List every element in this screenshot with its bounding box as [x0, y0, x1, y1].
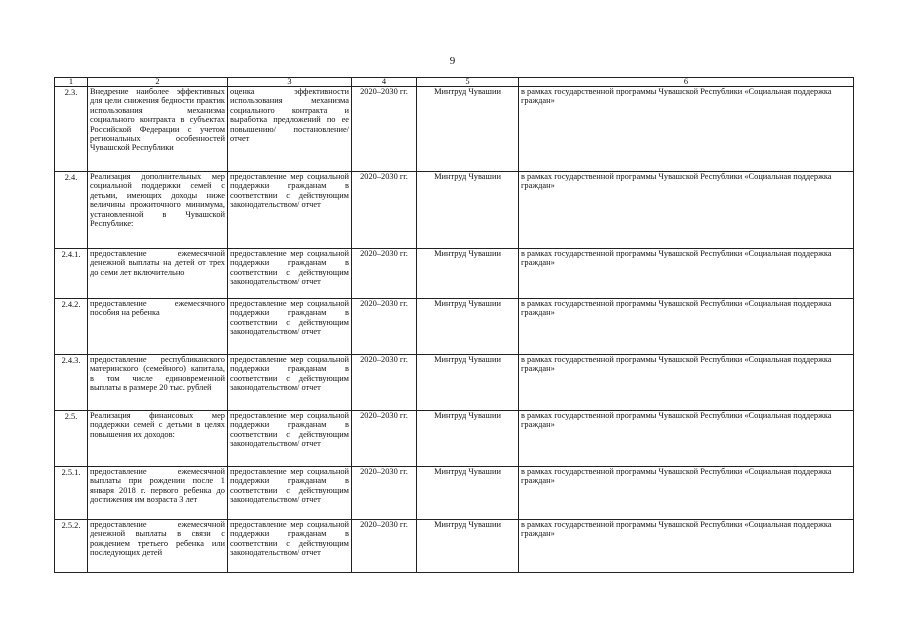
measure-term: 2020–2030 гг.: [352, 411, 417, 467]
measure-name: предоставление республиканского материнского (семейного) капитала, в том числе единовременной выплаты в размере 20 тыс. рублей: [88, 355, 228, 411]
measure-note: в рамках государственной программы Чувашской Республики «Социальная поддержка граждан»: [519, 172, 854, 249]
table-row: [55, 467, 854, 520]
measure-executor: Минтруд Чувашии: [417, 299, 519, 355]
table-header-row: [55, 78, 854, 87]
measure-result: предоставление мер социальной поддержки гражданам в соответствии с действующим законодательством/ отчет: [228, 172, 352, 249]
measure-executor: Минтруд Чувашии: [417, 355, 519, 411]
measure-name: предоставление ежемесячной выплаты при рождении после 1 января 2018 г. первого ребенка до достижения им возраста 3 лет: [88, 467, 228, 520]
measure-note: в рамках государственной программы Чувашской Республики «Социальная поддержка граждан»: [519, 299, 854, 355]
header-cell: 6: [519, 78, 854, 87]
measure-note: в рамках государственной программы Чувашской Республики «Социальная поддержка граждан»: [519, 411, 854, 467]
row-number: 2.5.: [55, 411, 88, 467]
measure-name: Реализация дополнительных мер социальной поддержки семей с детьми, имеющих доходы ниже величины прожиточного минимума, установленной в Чувашской Республике:: [88, 172, 228, 249]
measure-result: предоставление мер социальной поддержки гражданам в соответствии с действующим законодательством/ отчет: [228, 411, 352, 467]
table-row: [55, 520, 854, 573]
measure-result: предоставление мер социальной поддержки гражданам в соответствии с действующим законодательством/ отчет: [228, 520, 352, 573]
row-number: 2.4.2.: [55, 299, 88, 355]
measure-result: предоставление мер социальной поддержки гражданам в соответствии с действующим законодательством/ отчет: [228, 467, 352, 520]
table-row: [55, 87, 854, 172]
measure-note: в рамках государственной программы Чувашской Республики «Социальная поддержка граждан»: [519, 355, 854, 411]
measure-term: 2020–2030 гг.: [352, 172, 417, 249]
measure-note: в рамках государственной программы Чувашской Республики «Социальная поддержка граждан»: [519, 467, 854, 520]
row-number: 2.4.3.: [55, 355, 88, 411]
table-row: [55, 299, 854, 355]
measure-executor: Минтруд Чувашии: [417, 411, 519, 467]
header-cell: 4: [352, 78, 417, 87]
header-cell: 3: [228, 78, 352, 87]
row-number: 2.5.2.: [55, 520, 88, 573]
measure-executor: Минтруд Чувашии: [417, 249, 519, 299]
measure-executor: Минтруд Чувашии: [417, 87, 519, 172]
page-number: 9: [449, 55, 456, 67]
measures-table: [54, 77, 854, 573]
measure-name: Реализация финансовых мер поддержки семей с детьми в целях повышения их доходов:: [88, 411, 228, 467]
row-number: 2.5.1.: [55, 467, 88, 520]
row-number: 2.4.1.: [55, 249, 88, 299]
row-number: 2.3.: [55, 87, 88, 172]
measure-executor: Минтруд Чувашии: [417, 467, 519, 520]
measure-name: предоставление ежемесячной денежной выплаты на детей от трех до семи лет включительно: [88, 249, 228, 299]
measure-executor: Минтруд Чувашии: [417, 520, 519, 573]
measure-term: 2020–2030 гг.: [352, 520, 417, 573]
header-cell: 5: [417, 78, 519, 87]
measure-name: предоставление ежемесячного пособия на ребенка: [88, 299, 228, 355]
row-number: 2.4.: [55, 172, 88, 249]
table-row: [55, 411, 854, 467]
measure-note: в рамках государственной программы Чувашской Республики «Социальная поддержка граждан»: [519, 87, 854, 172]
measure-note: в рамках государственной программы Чувашской Республики «Социальная поддержка граждан»: [519, 249, 854, 299]
header-cell: 1: [55, 78, 88, 87]
measure-executor: Минтруд Чувашии: [417, 172, 519, 249]
measure-result: оценка эффективности использования механизма социального контракта и выработка предложений по ее повышению/ постановление/ отчет: [228, 87, 352, 172]
measure-term: 2020–2030 гг.: [352, 249, 417, 299]
measure-result: предоставление мер социальной поддержки гражданам в соответствии с действующим законодательством/ отчет: [228, 355, 352, 411]
table-row: [55, 355, 854, 411]
measure-term: 2020–2030 гг.: [352, 299, 417, 355]
table-row: [55, 172, 854, 249]
measure-term: 2020–2030 гг.: [352, 467, 417, 520]
measure-note: в рамках государственной программы Чувашской Республики «Социальная поддержка граждан»: [519, 520, 854, 573]
measure-name: предоставление ежемесячной денежной выплаты в связи с рождением третьего ребенка или последующих детей: [88, 520, 228, 573]
measure-result: предоставление мер социальной поддержки гражданам в соответствии с действующим законодательством/ отчет: [228, 299, 352, 355]
table-row: [55, 249, 854, 299]
header-cell: 2: [88, 78, 228, 87]
measure-name: Внедрение наиболее эффективных для цели снижения бедности практик использования механизма социального контракта в субъектах Российской Федерации с учетом региональных особенностей Чувашской Республики: [88, 87, 228, 172]
measure-term: 2020–2030 гг.: [352, 87, 417, 172]
measure-term: 2020–2030 гг.: [352, 355, 417, 411]
measure-result: предоставление мер социальной поддержки гражданам в соответствии с действующим законодательством/ отчет: [228, 249, 352, 299]
